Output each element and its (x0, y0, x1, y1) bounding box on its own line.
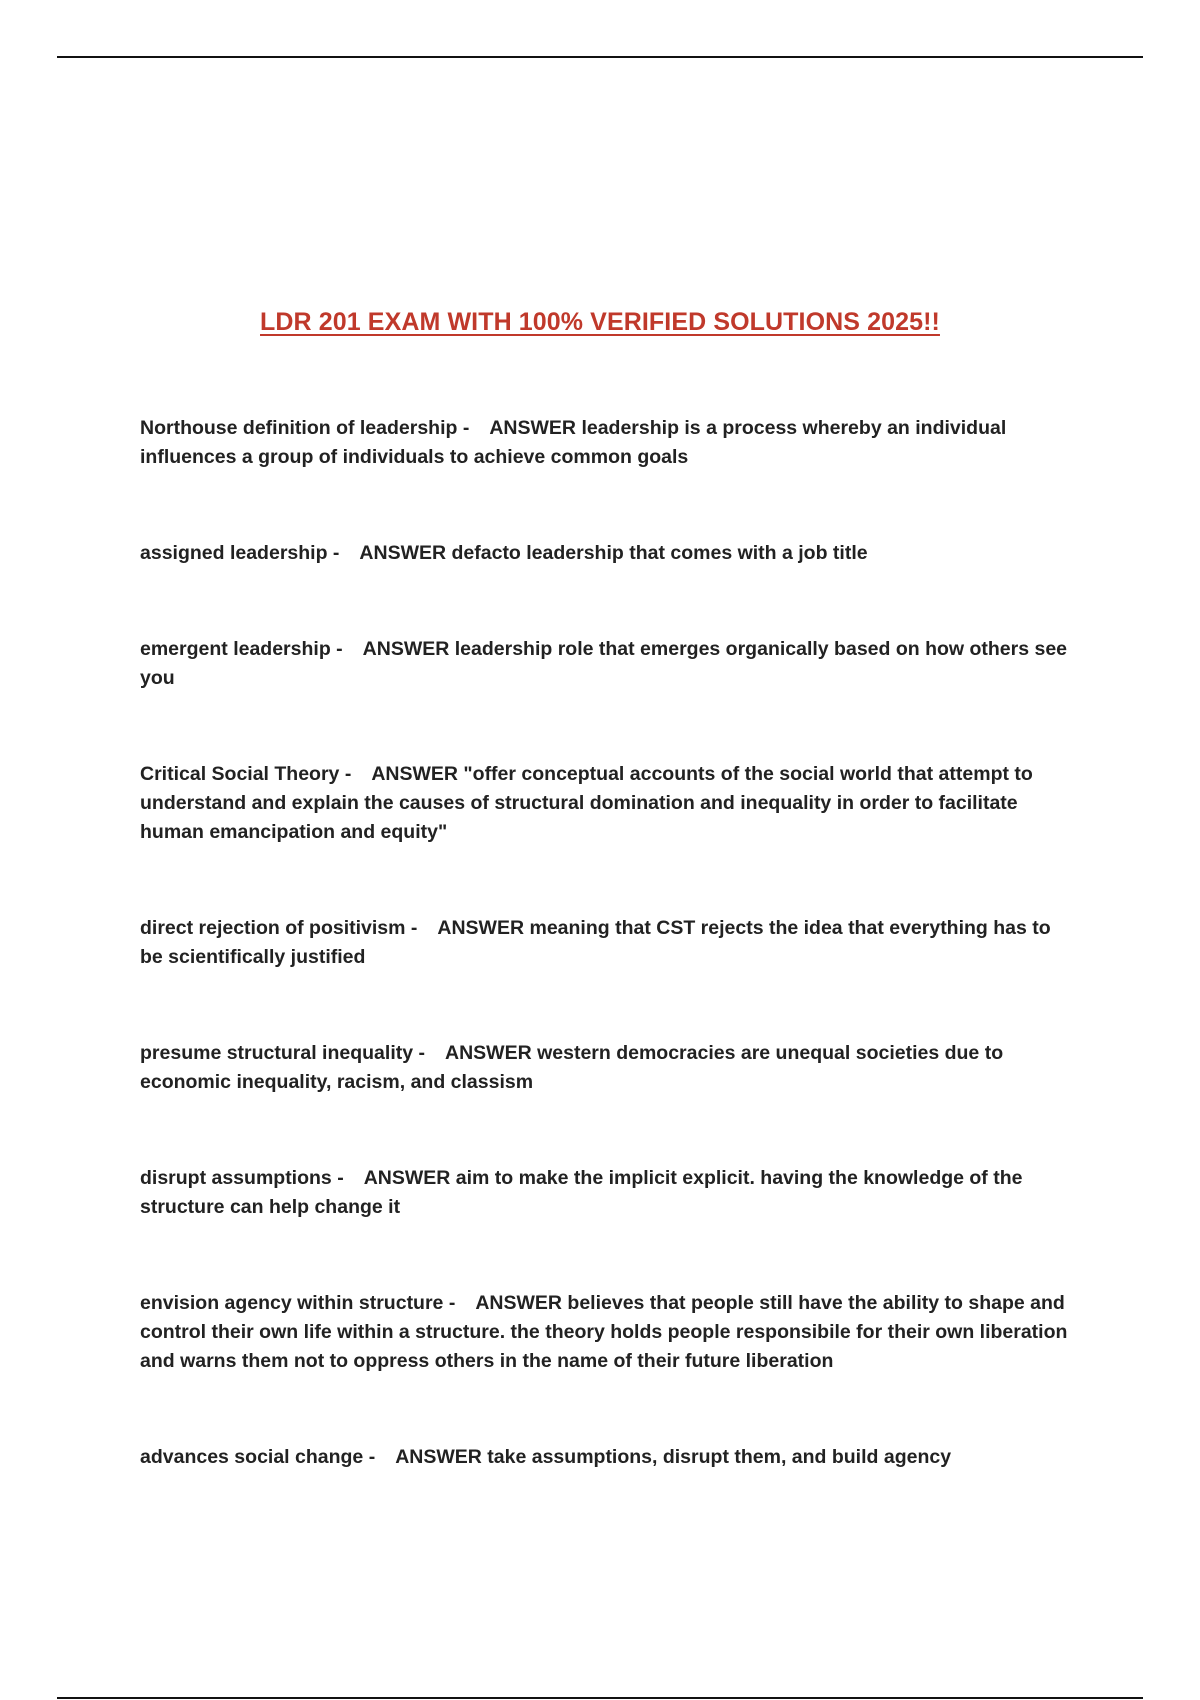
qa-item (140, 539, 1070, 568)
qa-term: envision agency within structure - (140, 1292, 456, 1314)
answer-label: ANSWER (362, 638, 450, 660)
qa-item (140, 635, 1070, 693)
answer-label: ANSWER (363, 1167, 451, 1189)
qa-answer: leadership role that emerges organically based on how others see you (140, 638, 1068, 689)
qa-answer: take assumptions, disrupt them, and build agency (487, 1446, 952, 1468)
top-rule (57, 56, 1143, 58)
answer-label: ANSWER (445, 1042, 532, 1064)
qa-term: Critical Social Theory - (140, 763, 352, 785)
qa-answer: aim to make the implicit explicit. having the knowledge of the structure can help change it (140, 1167, 1023, 1218)
bottom-rule (57, 1697, 1143, 1699)
qa-answer: leadership is a process whereby an individual influences a group of individuals to achieve common goals (140, 417, 1007, 468)
qa-list (140, 414, 1070, 1539)
qa-term: direct rejection of positivism - (140, 917, 418, 939)
answer-label: ANSWER (475, 1292, 562, 1314)
answer-label: ANSWER (395, 1446, 482, 1468)
qa-term: presume structural inequality - (140, 1042, 425, 1064)
qa-item (140, 1039, 1070, 1097)
qa-item (140, 760, 1070, 847)
qa-answer: defacto leadership that comes with a job title (451, 542, 868, 564)
qa-term: advances social change - (140, 1446, 376, 1468)
qa-item (140, 1289, 1070, 1376)
document-title: LDR 201 EXAM WITH 100% VERIFIED SOLUTIONS 2025!! (260, 308, 940, 336)
qa-item (140, 914, 1070, 972)
answer-label: ANSWER (371, 763, 458, 785)
qa-answer: meaning that CST rejects the idea that everything has to be scientifically justified (140, 917, 1051, 968)
qa-item (140, 1443, 1070, 1472)
answer-label: ANSWER (437, 917, 525, 939)
answer-label: ANSWER (359, 542, 447, 564)
qa-term: emergent leadership - (140, 638, 343, 660)
qa-item (140, 414, 1070, 472)
qa-term: disrupt assumptions - (140, 1167, 344, 1189)
qa-answer: believes that people still have the ability to shape and control their own life within a structure. the theory holds people responsibile for their own liberation and warns them not to oppress others in the name of their future liberation (140, 1292, 1068, 1372)
answer-label: ANSWER (489, 417, 577, 439)
qa-term: assigned leadership - (140, 542, 340, 564)
qa-term: Northouse definition of leadership - (140, 417, 470, 439)
qa-answer: "offer conceptual accounts of the social world that attempt to understand and explain the causes of structural domination and inequality in order to facilitate human emancipation and equity" (140, 763, 1033, 843)
qa-answer: western democracies are unequal societies due to economic inequality, racism, and classism (140, 1042, 1004, 1093)
qa-item (140, 1164, 1070, 1222)
